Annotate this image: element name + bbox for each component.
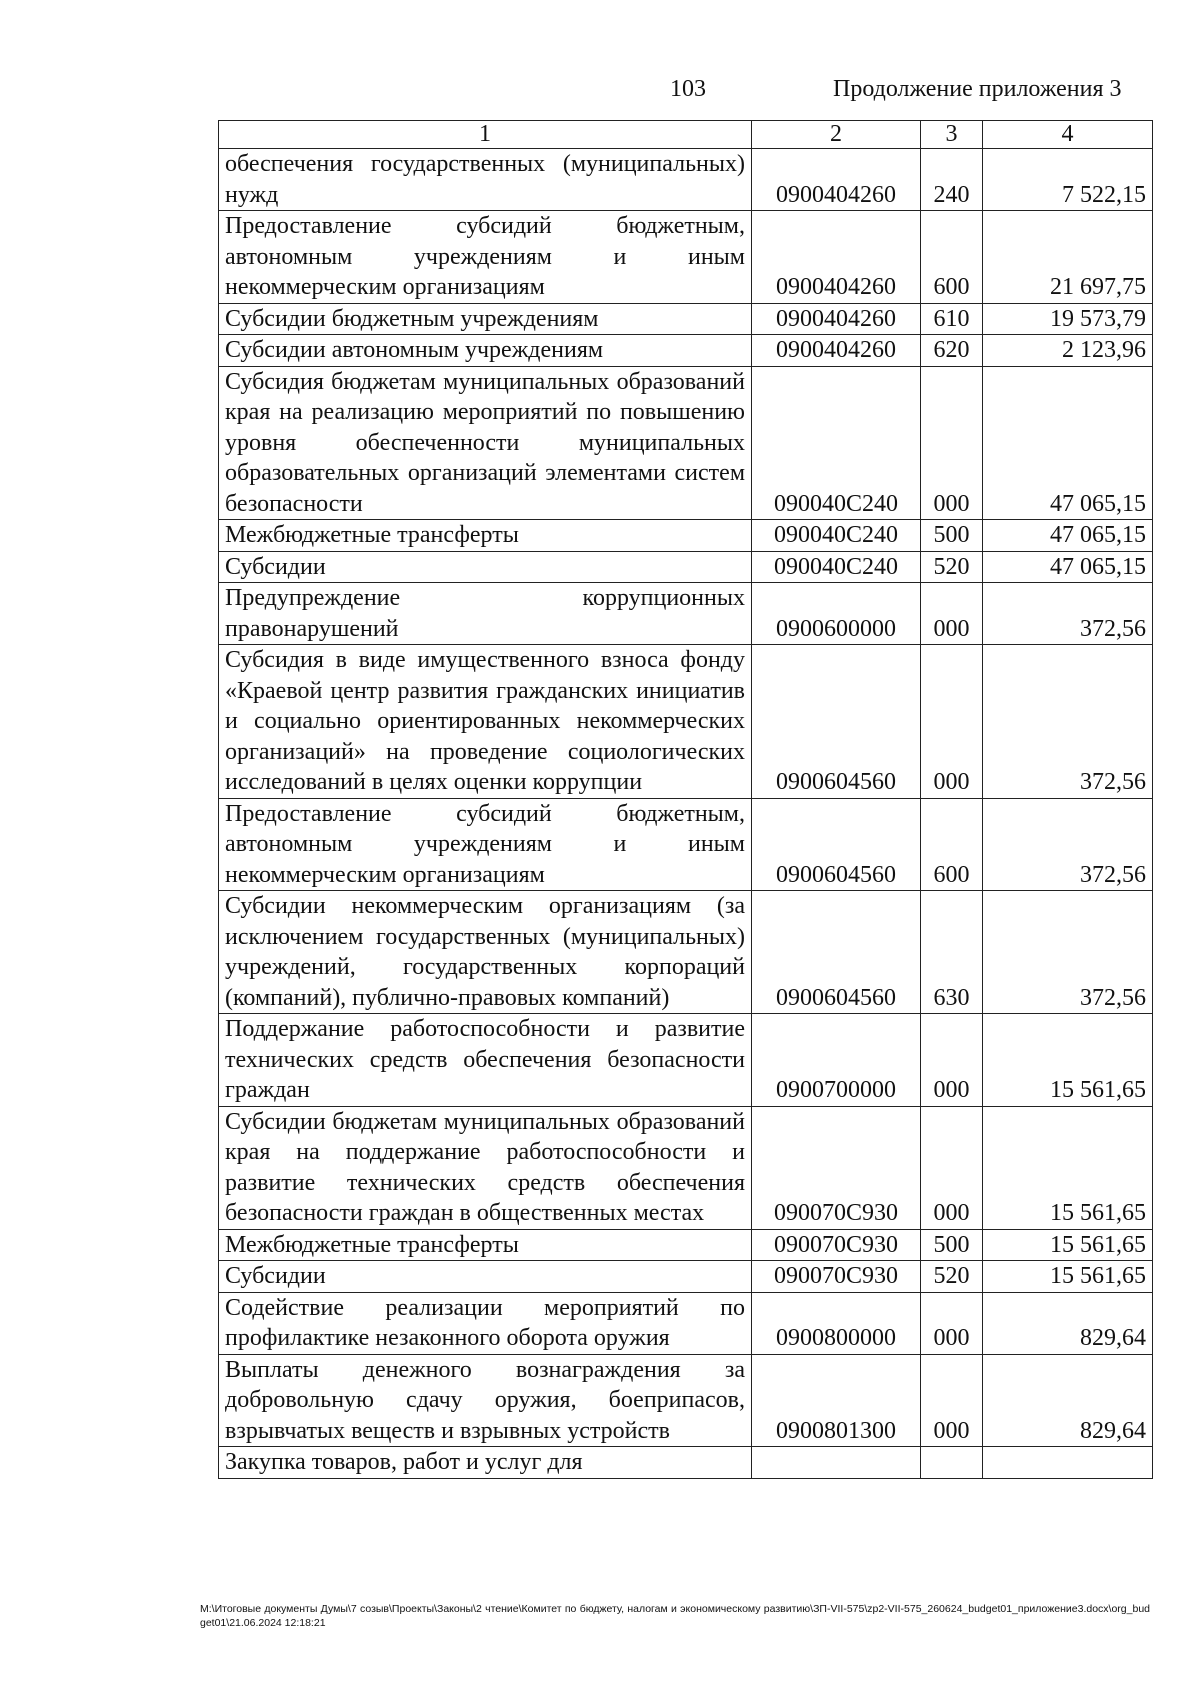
file-path-footer: M:\Итоговые документы Думы\7 созыв\Проекты\Законы\2 чтение\Комитет по бюджету, налогам и экономическому развитию\ЗП-VII-575\zp2-VII-575_260624_budget01_приложение3.docx\org_budget01\21.06.2024 12:18:21 (200, 1603, 1150, 1629)
row-name: Содействие реализации мероприятий по профилактике незаконного оборота оружия (219, 1292, 752, 1354)
row-amount: 47 065,15 (983, 520, 1153, 552)
row-code: 0900604560 (752, 798, 921, 891)
row-expense-type: 000 (921, 1292, 983, 1354)
table-row (219, 1354, 1153, 1447)
row-expense-type: 000 (921, 1354, 983, 1447)
row-code: 0900600000 (752, 583, 921, 645)
table-row (219, 366, 1153, 520)
row-expense-type: 240 (921, 149, 983, 211)
row-code: 090040С240 (752, 366, 921, 520)
row-code: 0900604560 (752, 645, 921, 799)
row-name: Предупреждение коррупционных правонарушений (219, 583, 752, 645)
row-expense-type: 000 (921, 645, 983, 799)
row-expense-type: 000 (921, 583, 983, 645)
row-name: Межбюджетные трансферты (219, 1229, 752, 1261)
table-row (219, 1292, 1153, 1354)
row-name: Межбюджетные трансферты (219, 520, 752, 552)
row-amount: 47 065,15 (983, 366, 1153, 520)
table-row (219, 211, 1153, 304)
row-expense-type: 500 (921, 1229, 983, 1261)
row-name: Субсидии автономным учреждениям (219, 335, 752, 367)
table-row (219, 1106, 1153, 1229)
row-name: Субсидия бюджетам муниципальных образований края на реализацию мероприятий по повышению уровня обеспеченности муниципальных образовательных организаций элементами систем безопасности (219, 366, 752, 520)
row-amount: 2 123,96 (983, 335, 1153, 367)
table-row (219, 551, 1153, 583)
row-name: Поддержание работоспособности и развитие технических средств обеспечения безопасности граждан (219, 1014, 752, 1107)
row-amount (983, 1447, 1153, 1479)
row-amount: 21 697,75 (983, 211, 1153, 304)
row-code: 090070С930 (752, 1106, 921, 1229)
page-number: 103 (670, 76, 706, 102)
column-header-3: 3 (921, 121, 983, 149)
row-amount: 7 522,15 (983, 149, 1153, 211)
row-amount: 15 561,65 (983, 1106, 1153, 1229)
row-amount: 829,64 (983, 1292, 1153, 1354)
table-row (219, 798, 1153, 891)
table-row (219, 1229, 1153, 1261)
row-name: Предоставление субсидий бюджетным, автономным учреждениям и иным некоммерческим организациям (219, 211, 752, 304)
row-expense-type: 500 (921, 520, 983, 552)
row-name: Субсидии бюджетам муниципальных образований края на поддержание работоспособности и развитие технических средств обеспечения безопасности граждан в общественных местах (219, 1106, 752, 1229)
table-row (219, 1014, 1153, 1107)
column-header-2: 2 (752, 121, 921, 149)
row-amount: 372,56 (983, 645, 1153, 799)
table-row (219, 303, 1153, 335)
row-expense-type: 000 (921, 366, 983, 520)
row-name: обеспечения государственных (муниципальных) нужд (219, 149, 752, 211)
row-expense-type: 520 (921, 1261, 983, 1293)
row-code: 0900404260 (752, 211, 921, 304)
table-row (219, 335, 1153, 367)
row-expense-type: 600 (921, 798, 983, 891)
row-amount: 829,64 (983, 1354, 1153, 1447)
row-name: Субсидии бюджетным учреждениям (219, 303, 752, 335)
row-code: 0900801300 (752, 1354, 921, 1447)
row-amount: 372,56 (983, 798, 1153, 891)
row-amount: 15 561,65 (983, 1261, 1153, 1293)
continuation-label: Продолжение приложения 3 (833, 76, 1122, 102)
row-amount: 15 561,65 (983, 1014, 1153, 1107)
row-code: 0900604560 (752, 891, 921, 1014)
row-expense-type: 520 (921, 551, 983, 583)
table-row (219, 891, 1153, 1014)
row-name: Закупка товаров, работ и услуг для (219, 1447, 752, 1479)
table-row (219, 583, 1153, 645)
row-code: 0900700000 (752, 1014, 921, 1107)
row-name: Субсидии (219, 1261, 752, 1293)
column-header-4: 4 (983, 121, 1153, 149)
row-amount: 19 573,79 (983, 303, 1153, 335)
row-expense-type (921, 1447, 983, 1479)
row-name: Субсидия в виде имущественного взноса фонду «Краевой центр развития гражданских инициатив и социально ориентированных некоммерческих организаций» на проведение социологических исследований в целях оценки коррупции (219, 645, 752, 799)
row-code: 090040С240 (752, 551, 921, 583)
table-row (219, 1447, 1153, 1479)
row-amount: 47 065,15 (983, 551, 1153, 583)
budget-table (218, 120, 1153, 1479)
row-code (752, 1447, 921, 1479)
row-code: 0900404260 (752, 303, 921, 335)
row-code: 0900800000 (752, 1292, 921, 1354)
table-row (219, 520, 1153, 552)
row-name: Выплаты денежного вознаграждения за добровольную сдачу оружия, боеприпасов, взрывчатых веществ и взрывных устройств (219, 1354, 752, 1447)
row-name: Предоставление субсидий бюджетным, автономным учреждениям и иным некоммерческим организациям (219, 798, 752, 891)
table-row (219, 645, 1153, 799)
row-expense-type: 600 (921, 211, 983, 304)
row-name: Субсидии некоммерческим организациям (за исключением государственных (муниципальных) учреждений, государственных корпораций (компаний), публично-правовых компаний) (219, 891, 752, 1014)
row-expense-type: 620 (921, 335, 983, 367)
row-code: 090070С930 (752, 1229, 921, 1261)
row-code: 090070С930 (752, 1261, 921, 1293)
row-code: 0900404260 (752, 149, 921, 211)
table-row (219, 149, 1153, 211)
row-expense-type: 000 (921, 1014, 983, 1107)
row-code: 090040С240 (752, 520, 921, 552)
row-amount: 15 561,65 (983, 1229, 1153, 1261)
row-expense-type: 630 (921, 891, 983, 1014)
row-name: Субсидии (219, 551, 752, 583)
row-expense-type: 610 (921, 303, 983, 335)
row-amount: 372,56 (983, 583, 1153, 645)
table-header-row (219, 121, 1153, 149)
row-amount: 372,56 (983, 891, 1153, 1014)
row-code: 0900404260 (752, 335, 921, 367)
row-expense-type: 000 (921, 1106, 983, 1229)
column-header-1: 1 (219, 121, 752, 149)
table-row (219, 1261, 1153, 1293)
